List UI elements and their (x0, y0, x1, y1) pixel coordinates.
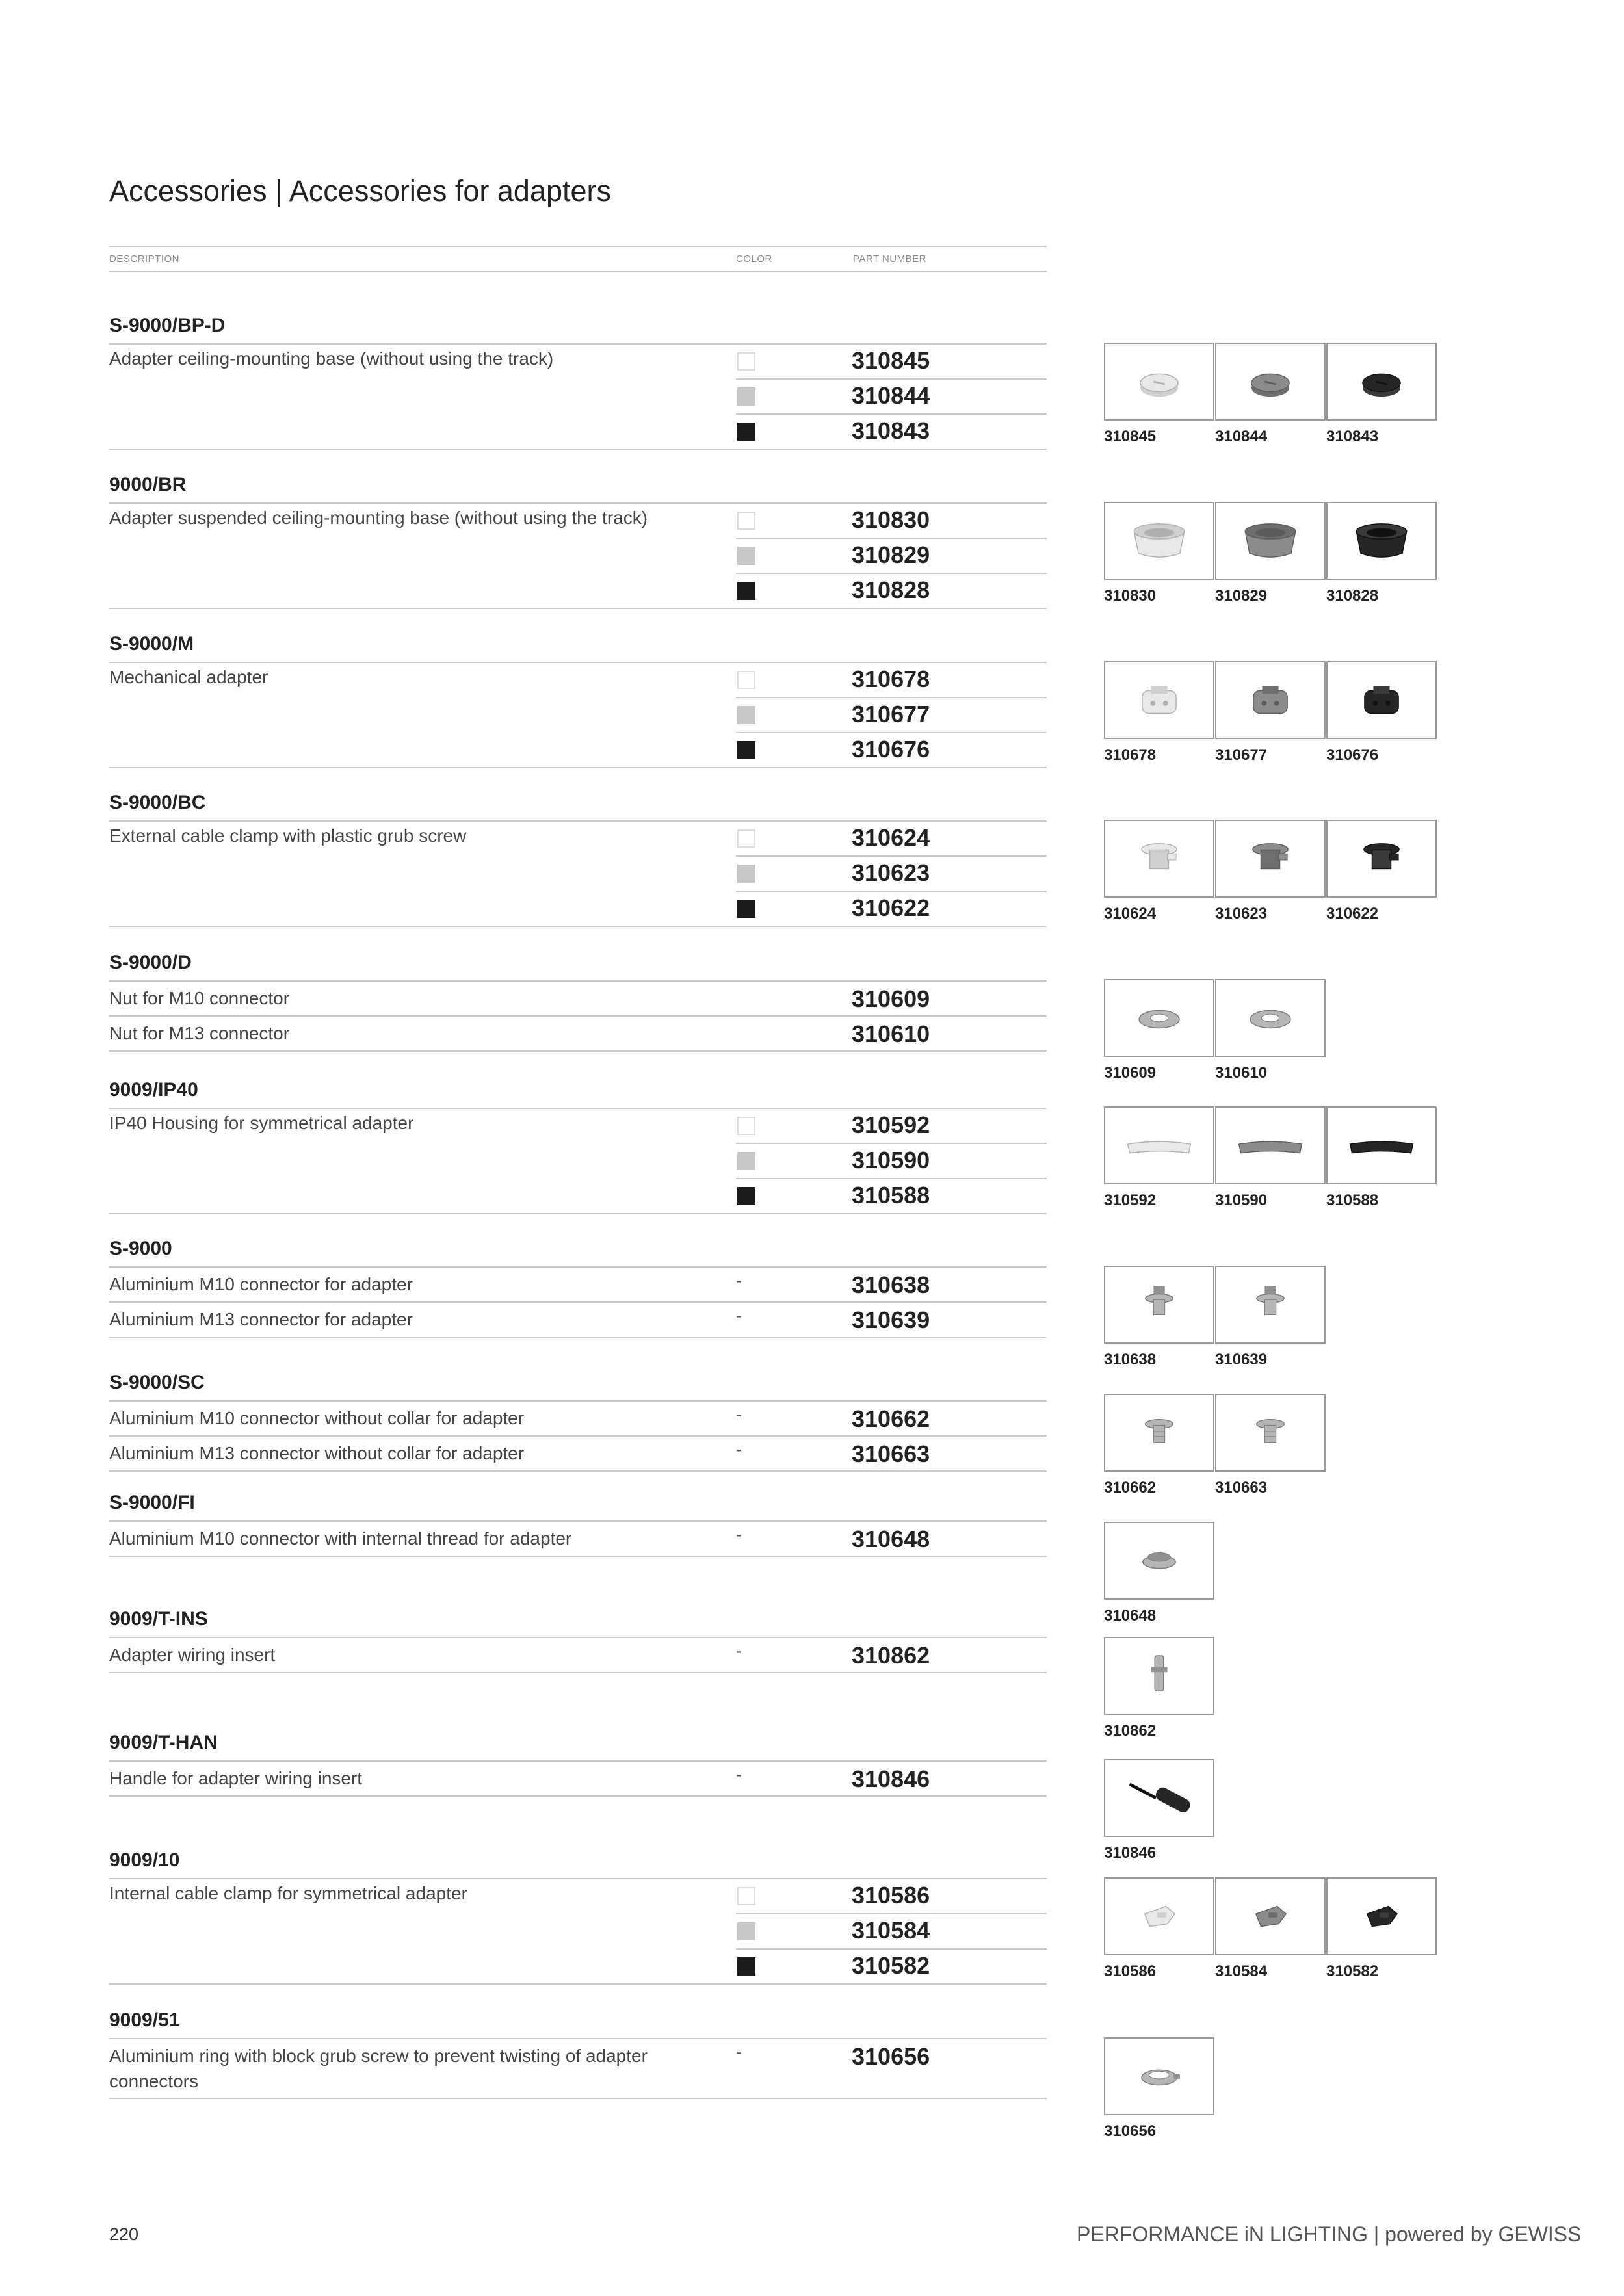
row-divider (109, 1672, 1047, 1673)
product-image (1215, 343, 1326, 421)
row-divider (109, 2098, 1047, 2099)
product-code: 9009/10 (109, 1849, 180, 1871)
description: Handle for adapter wiring insert (109, 1768, 363, 1788)
row-divider (736, 538, 1047, 539)
code-underline (109, 980, 1047, 982)
row-divider (109, 1556, 1047, 1557)
row-divider (109, 926, 1047, 927)
image-part-number: 310590 (1215, 1192, 1268, 1209)
wiring-insert-icon (1105, 1638, 1213, 1714)
row-divider (736, 732, 1047, 733)
part-number: 310846 (852, 1766, 930, 1792)
image-part-number: 310676 (1326, 746, 1379, 764)
row-divider (109, 608, 1047, 609)
row-divider (736, 855, 1047, 857)
nut-icon (1105, 980, 1213, 1056)
row-divider (736, 1143, 1047, 1144)
internal-clamp-icon (1216, 1879, 1324, 1954)
row-divider (109, 1983, 1047, 1985)
housing-icon (1328, 1108, 1435, 1183)
product-code: 9009/IP40 (109, 1079, 198, 1101)
part-number: 310639 (852, 1307, 930, 1333)
description: Nut for M13 connector (109, 1023, 290, 1043)
row-divider (109, 767, 1047, 768)
image-part-number: 310677 (1215, 746, 1268, 764)
color-swatch-grey (737, 1922, 755, 1940)
image-part-number: 310638 (1104, 1351, 1157, 1368)
code-underline (109, 1400, 1047, 1402)
product-image (1104, 502, 1214, 580)
connector-no-collar-icon (1105, 1395, 1213, 1470)
col-header-color: COLOR (736, 254, 772, 265)
color-swatch-black (737, 741, 755, 759)
part-number: 310610 (852, 1021, 930, 1047)
part-number: 310843 (852, 417, 930, 444)
product-image (1326, 502, 1437, 580)
code-underline (109, 1108, 1047, 1109)
part-number: 310678 (852, 666, 930, 692)
part-number: 310592 (852, 1112, 930, 1138)
housing-icon (1216, 1108, 1324, 1183)
product-image (1104, 1106, 1214, 1184)
part-number: 310623 (852, 859, 930, 886)
product-image (1326, 820, 1437, 898)
product-code: 9000/BR (109, 474, 187, 495)
row-divider (736, 573, 1047, 574)
ring-icon (1105, 2039, 1213, 2114)
page-title: Accessories | Accessories for adapters (109, 174, 612, 207)
mechanical-adapter-icon (1216, 662, 1324, 738)
description: Aluminium M13 connector for adapter (109, 1309, 413, 1329)
product-image (1215, 661, 1326, 739)
color-na: - (736, 1305, 742, 1325)
image-part-number: 310862 (1104, 1722, 1157, 1740)
color-na: - (736, 1524, 742, 1545)
product-code: 9009/T-INS (109, 1608, 208, 1630)
row-divider (736, 891, 1047, 892)
image-part-number: 310623 (1215, 905, 1268, 922)
image-part-number: 310830 (1104, 587, 1157, 605)
image-part-number: 310592 (1104, 1192, 1157, 1209)
connector-no-collar-icon (1216, 1395, 1324, 1470)
part-number: 310624 (852, 824, 930, 851)
part-number: 310582 (852, 1952, 930, 1979)
description: Aluminium M10 connector with internal thread for adapter (109, 1528, 572, 1548)
product-code: 9009/T-HAN (109, 1732, 218, 1753)
row-divider (736, 1948, 1047, 1950)
part-number: 310829 (852, 541, 930, 568)
image-part-number: 310610 (1215, 1064, 1268, 1082)
row-divider (109, 1795, 1047, 1797)
product-code: S-9000/BC (109, 792, 206, 813)
row-divider (736, 413, 1047, 415)
product-image (1104, 1394, 1214, 1472)
col-header-description: DESCRIPTION (109, 254, 180, 265)
part-number: 310662 (852, 1405, 930, 1432)
part-number: 310845 (852, 347, 930, 374)
image-part-number: 310648 (1104, 1607, 1157, 1624)
color-na: - (736, 1270, 742, 1290)
description: IP40 Housing for symmetrical adapter (109, 1113, 414, 1133)
row-divider (736, 697, 1047, 698)
image-part-number: 310846 (1104, 1844, 1157, 1862)
product-code: S-9000/M (109, 633, 194, 655)
image-part-number: 310582 (1326, 1963, 1379, 1980)
part-number: 310828 (852, 577, 930, 603)
col-header-part-number: PART NUMBER (853, 254, 927, 265)
code-underline (109, 1637, 1047, 1638)
product-image (1215, 1394, 1326, 1472)
mechanical-adapter-icon (1105, 662, 1213, 738)
row-divider (736, 1913, 1047, 1914)
part-number: 310586 (852, 1882, 930, 1909)
product-code: S-9000 (109, 1238, 172, 1259)
image-part-number: 310843 (1326, 428, 1379, 445)
mechanical-adapter-icon (1328, 662, 1435, 738)
part-number: 310830 (852, 506, 930, 533)
row-divider (109, 1470, 1047, 1472)
image-part-number: 310609 (1104, 1064, 1157, 1082)
part-number: 310656 (852, 2043, 930, 2070)
color-swatch-white (737, 512, 755, 530)
product-image (1215, 1266, 1326, 1344)
row-divider (736, 378, 1047, 380)
code-underline (109, 502, 1047, 504)
image-part-number: 310622 (1326, 905, 1379, 922)
row-divider (109, 1213, 1047, 1214)
description: External cable clamp with plastic grub screw (109, 826, 467, 846)
color-swatch-black (737, 1187, 755, 1205)
image-part-number: 310656 (1104, 2122, 1157, 2140)
row-divider (109, 449, 1047, 450)
code-underline (109, 1520, 1047, 1522)
product-image (1215, 979, 1326, 1057)
row-divider (736, 1178, 1047, 1179)
color-swatch-black (737, 582, 755, 600)
product-code: S-9000/D (109, 952, 192, 973)
internal-clamp-icon (1328, 1879, 1435, 1954)
description: Aluminium ring with block grub screw to prevent twisting of adapter connectors (109, 2046, 648, 2091)
description: Adapter ceiling-mounting base (without using the track) (109, 348, 554, 369)
description: Mechanical adapter (109, 667, 268, 687)
color-swatch-black (737, 1957, 755, 1976)
code-underline (109, 1878, 1047, 1879)
header-rule-top (109, 246, 1047, 247)
image-part-number: 310678 (1104, 746, 1157, 764)
color-swatch-white (737, 829, 755, 848)
cable-clamp-icon (1105, 821, 1213, 896)
code-underline (109, 1266, 1047, 1268)
part-number: 310677 (852, 701, 930, 727)
image-part-number: 310829 (1215, 587, 1268, 605)
page-number: 220 (109, 2224, 139, 2244)
color-swatch-black (737, 900, 755, 918)
product-image (1104, 1877, 1214, 1955)
part-number: 310588 (852, 1182, 930, 1208)
color-swatch-grey (737, 706, 755, 724)
image-part-number: 310584 (1215, 1963, 1268, 1980)
code-underline (109, 662, 1047, 663)
color-swatch-white (737, 352, 755, 371)
color-swatch-grey (737, 387, 755, 406)
part-number: 310663 (852, 1441, 930, 1467)
color-na: - (736, 1764, 742, 1784)
part-number: 310590 (852, 1147, 930, 1173)
row-divider (109, 1015, 1047, 1017)
description: Internal cable clamp for symmetrical adapter (109, 1883, 467, 1903)
part-number: 310609 (852, 985, 930, 1012)
color-na: - (736, 2042, 742, 2062)
product-code: 9009/51 (109, 2009, 180, 2031)
part-number: 310638 (852, 1272, 930, 1298)
color-swatch-grey (737, 865, 755, 883)
product-image (1104, 2037, 1214, 2115)
ceiling-base-icon (1216, 344, 1324, 419)
product-image (1215, 502, 1326, 580)
product-code: S-9000/FI (109, 1492, 195, 1513)
product-image (1104, 661, 1214, 739)
color-na: - (736, 1439, 742, 1459)
description: Adapter wiring insert (109, 1645, 276, 1665)
cable-clamp-icon (1328, 821, 1435, 896)
connector-icon (1216, 1267, 1324, 1342)
product-image (1326, 343, 1437, 421)
image-part-number: 310639 (1215, 1351, 1268, 1368)
suspended-base-icon (1105, 503, 1213, 579)
product-code: S-9000/BP-D (109, 315, 226, 336)
product-image (1104, 1266, 1214, 1344)
color-swatch-grey (737, 1152, 755, 1170)
footer-brand: PERFORMANCE iN LIGHTING | powered by GEWISS (1077, 2223, 1582, 2246)
part-number: 310584 (852, 1917, 930, 1944)
part-number: 310844 (852, 382, 930, 409)
handle-icon (1105, 1760, 1213, 1836)
cable-clamp-icon (1216, 821, 1324, 896)
image-part-number: 310844 (1215, 428, 1268, 445)
product-image (1104, 820, 1214, 898)
suspended-base-icon (1328, 503, 1435, 579)
product-image (1215, 1877, 1326, 1955)
product-image (1215, 820, 1326, 898)
part-number: 310676 (852, 736, 930, 763)
product-code: S-9000/SC (109, 1372, 205, 1393)
connector-icon (1105, 1267, 1213, 1342)
suspended-base-icon (1216, 503, 1324, 579)
image-part-number: 310588 (1326, 1192, 1379, 1209)
product-image (1104, 1759, 1214, 1837)
internal-clamp-icon (1105, 1879, 1213, 1954)
image-part-number: 310586 (1104, 1963, 1157, 1980)
description: Aluminium M10 connector for adapter (109, 1274, 413, 1294)
part-number: 310862 (852, 1642, 930, 1669)
product-image (1326, 1106, 1437, 1184)
row-divider (109, 1301, 1047, 1303)
image-part-number: 310845 (1104, 428, 1157, 445)
product-image (1104, 1637, 1214, 1715)
product-image (1326, 1877, 1437, 1955)
part-number: 310648 (852, 1526, 930, 1552)
code-underline (109, 1760, 1047, 1762)
image-part-number: 310624 (1104, 905, 1157, 922)
header-rule-bottom (109, 271, 1047, 272)
product-image (1104, 979, 1214, 1057)
code-underline (109, 820, 1047, 822)
description: Aluminium M10 connector without collar for adapter (109, 1408, 525, 1428)
code-underline (109, 2038, 1047, 2039)
color-na: - (736, 1641, 742, 1661)
product-image (1104, 1522, 1214, 1600)
color-swatch-white (737, 671, 755, 689)
ceiling-base-icon (1105, 344, 1213, 419)
nut-icon (1216, 980, 1324, 1056)
image-part-number: 310828 (1326, 587, 1379, 605)
code-underline (109, 343, 1047, 345)
image-part-number: 310663 (1215, 1479, 1268, 1496)
row-divider (109, 1337, 1047, 1338)
description: Adapter suspended ceiling-mounting base (without using the track) (109, 508, 648, 528)
color-swatch-black (737, 423, 755, 441)
part-number: 310622 (852, 894, 930, 921)
description: Aluminium M13 connector without collar for adapter (109, 1443, 525, 1463)
row-divider (109, 1435, 1047, 1437)
threaded-connector-icon (1105, 1523, 1213, 1598)
image-part-number: 310662 (1104, 1479, 1157, 1496)
housing-icon (1105, 1108, 1213, 1183)
row-divider (109, 1050, 1047, 1052)
color-na: - (736, 1404, 742, 1424)
description: Nut for M10 connector (109, 988, 290, 1008)
product-image (1104, 343, 1214, 421)
color-swatch-grey (737, 547, 755, 565)
color-swatch-white (737, 1887, 755, 1905)
product-image (1326, 661, 1437, 739)
color-swatch-white (737, 1117, 755, 1135)
ceiling-base-icon (1328, 344, 1435, 419)
product-image (1215, 1106, 1326, 1184)
